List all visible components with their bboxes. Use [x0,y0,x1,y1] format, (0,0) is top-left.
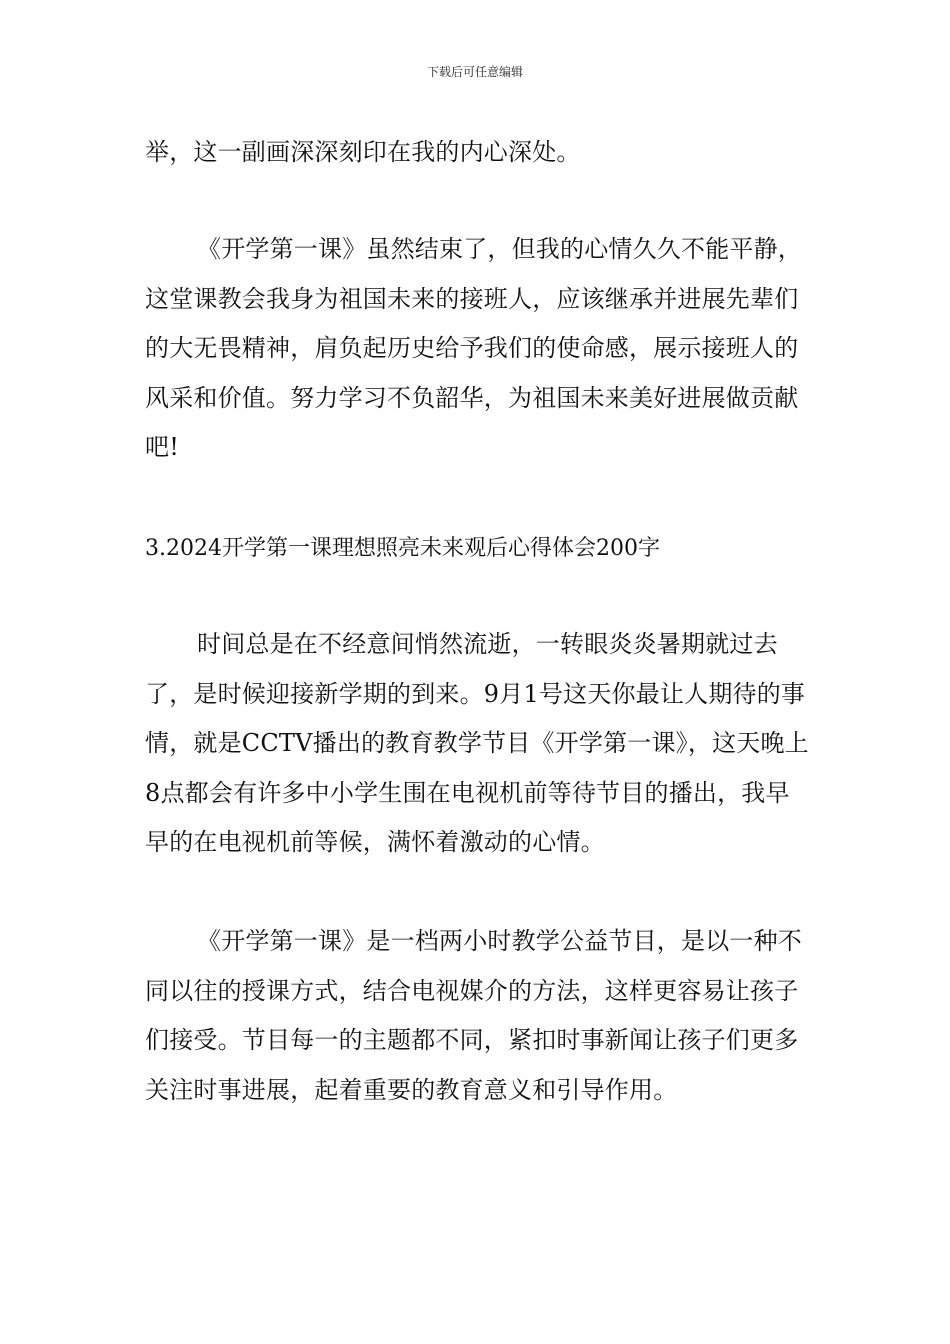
paragraph-intro: 时间总是在不经意间悄然流逝，一转眼炎炎暑期就过去了，是时候迎接新学期的到来。9月1号这天你最让人期待的事情，就是CCTV播出的教育教学节目《开学第一课》，这天晚上8点都会有许多中小学生围在电视机前等待节目的播出，我早早的在电视机前等候，满怀着激动的心情。 [145,630,809,856]
page-header: 下载后可任意编辑 [426,65,523,79]
paragraph-program-description: 《开学第一课》是一档两小时教学公益节目，是以一种不同以往的授课方式，结合电视媒介的方法，这样更容易让孩子们接受。节目每一的主题都不同，紧扣时事新闻让孩子们更多关注时事进展，起着重要的教育意义和引导作用。 [145,927,802,1104]
paragraph-reflection: 《开学第一课》虽然结束了，但我的心情久久不能平静，这堂课教会我身为祖国未来的接班人，应该继承并进展先辈们的大无畏精神，肩负起历史给予我们的使命感，展示接班人的风采和价值。努力学习不负韶华，为祖国未来美好进展做贡献吧! [145,235,802,461]
section-heading: 3.2024开学第一课理想照亮未来观后心得体会200字 [145,536,660,561]
paragraph-continuation: 举，这一副画深深刻印在我的内心深处。 [145,138,581,166]
